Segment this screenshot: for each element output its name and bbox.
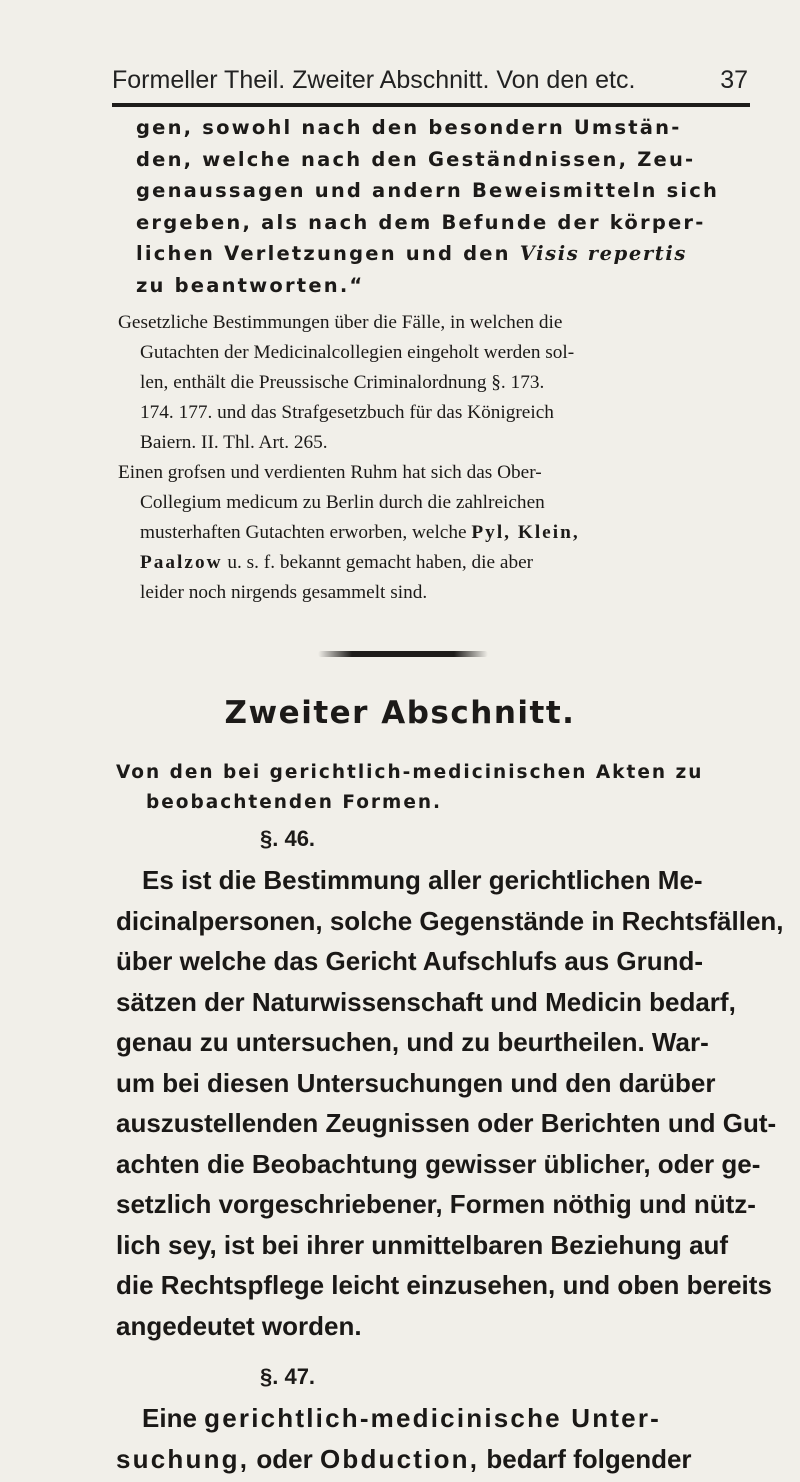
note-line: Baiern. II. Thl. Art. 265.	[140, 432, 328, 453]
text-line: genau zu untersuchen, und zu beurtheilen. War-	[116, 1027, 709, 1057]
note-line: leider noch nirgends gesammelt sind.	[140, 582, 428, 603]
author-names: Pyl, Klein,	[471, 522, 580, 543]
paragraph-number-47: §. 47.	[260, 1364, 316, 1389]
note-line: len, enthält die Preussische Criminalordnung §. 173.	[140, 372, 545, 393]
quote-line: lichen Verletzungen und den Visis repertis	[136, 242, 687, 265]
note-line: Paalzow u. s. f. bekannt gemacht haben, die aber	[140, 552, 534, 573]
text-line: Eine gerichtlich-medicinische Unter-	[142, 1403, 661, 1433]
section-ornament-rule	[318, 651, 488, 657]
text-line: suchung, oder Obduction, bedarf folgender	[116, 1443, 692, 1474]
note-line: 174. 177. und das Strafgesetzbuch für das Königreich	[140, 402, 554, 423]
text-line: die Rechtspflege leicht einzusehen, und oben bereits	[116, 1270, 772, 1300]
text-line: um bei diesen Untersuchungen und den darüber	[116, 1067, 716, 1098]
text-line: auszustellenden Zeugnissen oder Berichten und Gut-	[116, 1108, 777, 1138]
note-line: Gutachten der Medicinalcollegien eingeholt werden sol-	[140, 342, 575, 363]
quote-line: den, welche nach den Geständnissen, Zeu-	[136, 147, 696, 171]
text-line: lich sey, ist bei ihrer unmittelbaren Beziehung auf	[116, 1229, 729, 1260]
note-berlin-collegium	[118, 458, 738, 608]
running-title: Formeller Theil. Zweiter Abschnitt. Von den etc.	[112, 66, 636, 94]
note-line: musterhaften Gutachten erworben, welche Pyl, Klein,	[140, 522, 580, 543]
quote-line: gen, sowohl nach den besondern Umstän-	[136, 116, 682, 139]
note-line: Einen grofsen und verdienten Ruhm hat sich das Ober-	[118, 462, 542, 483]
section-heading: Zweiter Abschnitt.	[224, 695, 576, 731]
quote-line: ergeben, als nach dem Befunde der körper-	[136, 210, 706, 234]
running-header	[112, 66, 748, 106]
text-line: setzlich vorgeschriebener, Formen nöthig und nütz-	[116, 1189, 756, 1219]
header-rule	[112, 103, 750, 107]
note-legal-provisions	[118, 308, 738, 458]
paragraph-number-46: §. 46.	[260, 826, 316, 851]
text-line: dicinalpersonen, solche Gegenstände in Rechtsfällen,	[116, 905, 784, 936]
text-line: über welche das Gericht Aufschlufs aus Grund-	[116, 946, 704, 976]
text-line: Es ist die Bestimmung aller gerichtlichen Me-	[142, 865, 703, 895]
paragraph-46	[116, 860, 784, 1346]
quote-continuation	[136, 112, 756, 301]
author-name: Paalzow	[140, 552, 223, 573]
paragraph-47	[116, 1398, 756, 1479]
italic-term: Visis repertis	[519, 242, 687, 265]
text-line: sätzen der Naturwissenschaft und Medicin bedarf,	[116, 986, 736, 1017]
text-line: angedeutet worden.	[116, 1310, 362, 1341]
note-line: Collegium medicum zu Berlin durch die zahlreichen	[140, 492, 545, 513]
text-line: achten die Beobachtung gewisser üblicher, oder ge-	[116, 1148, 761, 1179]
section-subtitle: Von den bei gerichtlich-medicinischen Akten zu beobachtenden Formen.	[116, 762, 704, 813]
quote-line: zu beantworten.“	[136, 273, 365, 297]
note-line: Gesetzliche Bestimmungen über die Fälle, in welchen die	[118, 312, 563, 333]
page-number: 37	[720, 66, 748, 94]
quote-line: genaussagen und andern Beweismitteln sich	[136, 179, 720, 202]
